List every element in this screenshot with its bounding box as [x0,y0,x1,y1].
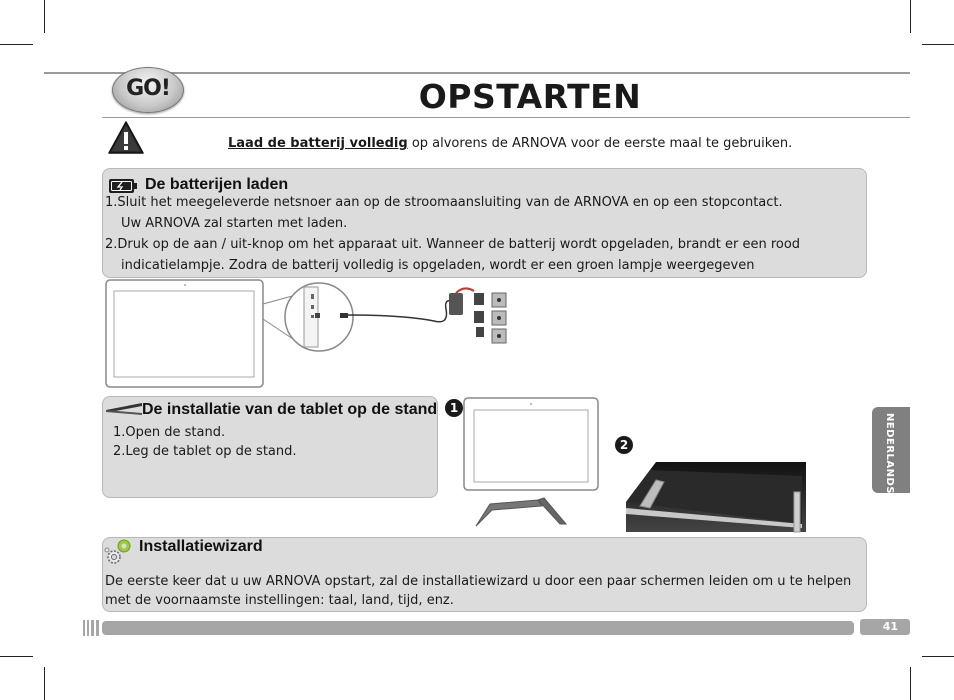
stand-illustration-2 [626,462,808,534]
footer-stripes [82,619,100,637]
title-rule [102,117,910,118]
crop-mark [0,656,33,657]
footer-bar [102,621,854,635]
go-badge [112,67,184,113]
gear-icon [104,538,134,566]
page-number: 41 [882,620,898,633]
stand-step-2: 2.Leg de tablet op de stand. [113,444,297,459]
language-tab-label: NEDERLANDS [884,413,895,495]
crop-mark [922,44,954,45]
step-marker-2: 2 [615,436,633,454]
charging-illustration [104,279,524,391]
charging-title: De batterijen laden [145,176,289,193]
wizard-line-1: De eerste keer dat u uw ARNOVA opstart, zal de installatiewizard u door een paar schermen leiden om u te helpen [105,574,852,589]
stand-title: De installatie van de tablet op de stand [142,401,438,418]
stand-step-1: 1.Open de stand. [113,425,226,440]
crop-mark [0,44,33,45]
charging-line-4: indicatielampje. Zodra de batterij volledig is opgeladen, wordt er een groen lampje weergegeven [121,258,755,273]
page-title: OPSTARTEN [418,77,642,116]
crop-mark [910,667,911,700]
crop-mark [44,0,45,33]
language-tab [872,407,910,493]
warning-rest: op alvorens de ARNOVA voor de eerste maal te gebruiken. [407,136,793,151]
charging-line-2: Uw ARNOVA zal starten met laden. [121,216,348,231]
stand-icon [104,401,144,417]
warning-emphasis: Laad de batterij volledig [228,136,408,151]
crop-mark [922,656,954,657]
crop-mark [44,667,45,700]
warning-icon [107,120,145,156]
wizard-title: Installatiewizard [139,538,263,555]
crop-mark [910,0,911,33]
step-marker-1: 1 [445,399,463,417]
charging-line-3: 2.Druk op de aan / uit-knop om het apparaat uit. Wanneer de batterij wordt opgeladen, brandt er een rood [105,237,801,252]
warning-text [228,136,792,151]
charging-line-1: 1.Sluit het meegeleverde netsnoer aan op de stroomaansluiting van de ARNOVA en op een stopcontact. [105,195,783,210]
go-badge-label: GO! [126,76,170,101]
wizard-line-2: met de voornaamste instellingen: taal, land, tijd, enz. [105,593,454,608]
stand-illustration-1 [462,396,602,530]
